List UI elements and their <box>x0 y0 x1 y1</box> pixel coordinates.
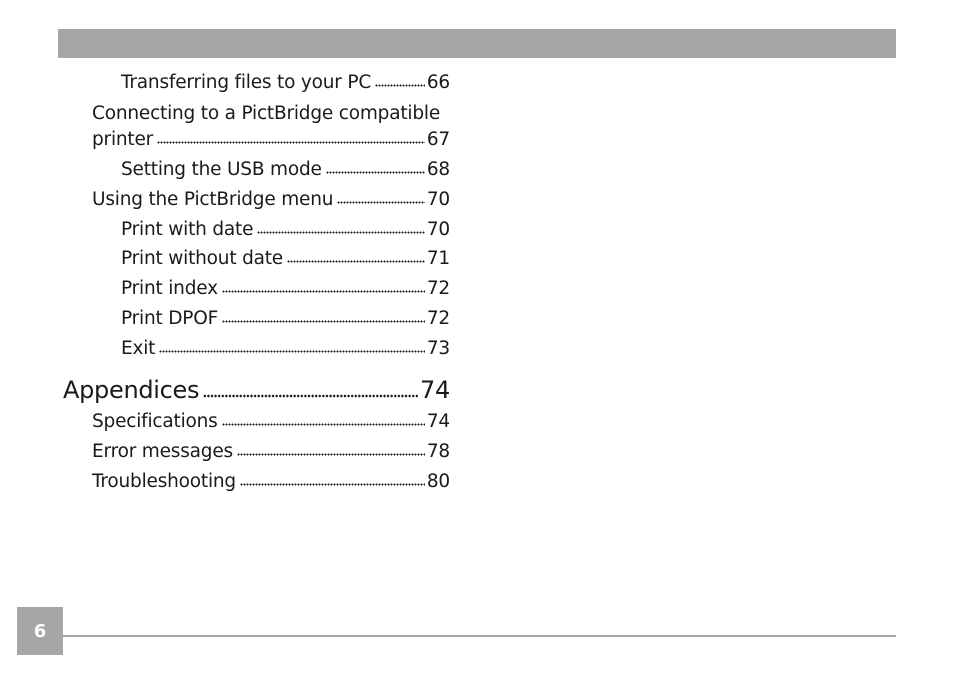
toc-entry-page: 74 <box>420 376 450 404</box>
dot-leader <box>375 84 425 88</box>
toc-entry-print-dpof[interactable] <box>121 308 450 330</box>
toc-entry-title: Appendices <box>63 376 200 404</box>
toc-entry-print-index[interactable] <box>121 278 450 300</box>
toc-entry-title: Setting the USB mode <box>121 159 322 180</box>
dot-leader <box>240 483 425 487</box>
dot-leader <box>326 171 425 175</box>
toc-entry-page: 70 <box>426 219 450 240</box>
dot-leader <box>237 453 425 457</box>
dot-leader <box>287 260 425 264</box>
toc-entry-title: Print DPOF <box>121 308 219 329</box>
toc-entry-connecting-pictbridge[interactable] <box>92 129 450 151</box>
toc-entry-title-line1[interactable]: Connecting to a PictBridge compatible <box>92 103 441 124</box>
toc-entry-title: Exit <box>121 338 156 359</box>
toc-entry-transferring-files[interactable] <box>121 72 450 94</box>
dot-leader <box>222 423 425 427</box>
toc-entry-page: 72 <box>426 278 450 299</box>
toc-entry-title: Error messages <box>92 441 233 462</box>
dot-leader <box>222 290 425 294</box>
footer-rule <box>63 635 896 637</box>
toc-entry-page: 67 <box>426 129 450 150</box>
toc-entry-error-messages[interactable] <box>92 441 450 463</box>
toc-entry-exit[interactable] <box>121 338 450 360</box>
toc-entry-page: 68 <box>426 159 450 180</box>
dot-leader <box>337 201 425 205</box>
toc-entry-page: 70 <box>426 189 450 210</box>
toc-entry-title: Print with date <box>121 219 254 240</box>
toc-entry-title: Using the PictBridge menu <box>92 189 334 210</box>
toc-entry-using-pictbridge-menu[interactable] <box>92 189 450 211</box>
toc-entry-page: 72 <box>426 308 450 329</box>
dot-leader <box>222 320 425 324</box>
toc-entry-title: Specifications <box>92 411 218 432</box>
toc-entry-page: 71 <box>426 248 450 269</box>
toc-entry-page: 74 <box>426 411 450 432</box>
toc-entry-page: 80 <box>426 471 450 492</box>
toc-entry-page: 73 <box>426 338 450 359</box>
toc-entry-page: 78 <box>426 441 450 462</box>
dot-leader <box>157 141 425 145</box>
page-number: 6 <box>33 620 47 642</box>
toc-entry-title: Print without date <box>121 248 283 269</box>
dot-leader <box>257 231 425 235</box>
dot-leader <box>203 394 418 398</box>
page-number-box <box>17 607 63 655</box>
toc-entry-title: Transferring files to your PC <box>121 72 372 93</box>
toc-entry-title: printer <box>92 129 154 150</box>
toc-entry-print-without-date[interactable] <box>121 248 450 270</box>
toc-entry-title: Print index <box>121 278 218 299</box>
toc-entry-title: Troubleshooting <box>92 471 236 492</box>
toc-entry-print-with-date[interactable] <box>121 219 450 241</box>
toc-entry-troubleshooting[interactable] <box>92 471 450 493</box>
dot-leader <box>159 350 425 354</box>
toc-entry-page: 66 <box>426 72 450 93</box>
toc-entry-specifications[interactable] <box>92 411 450 433</box>
toc-entry-appendices[interactable] <box>63 376 450 404</box>
toc-entry-setting-usb-mode[interactable] <box>121 159 450 181</box>
